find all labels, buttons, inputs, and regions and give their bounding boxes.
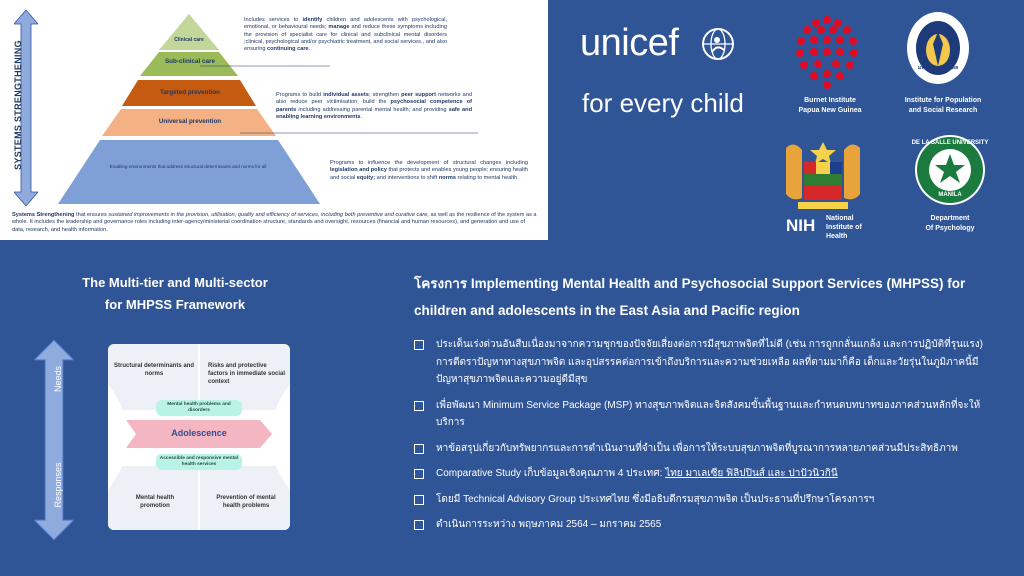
framework-title: The Multi-tier and Multi-sector for MHPSS Framework: [82, 275, 268, 312]
arrow-label-needs: Needs: [53, 366, 63, 393]
layer-label-universal: Universal prevention: [158, 118, 222, 125]
checkbox-icon: [414, 520, 424, 530]
bullet-item: โดยมี Technical Advisory Group ประเทศไทย ซึ่งมีอธิบดีกรมสุขภาพจิต เป็นประธานที่ปรึกษาโครงการฯ: [414, 491, 996, 509]
layer-label-enabling: Enabling environments that address structural determinants and norms for all: [109, 164, 267, 169]
layer-label-subclinical: Sub-clinical care: [164, 58, 216, 65]
pyramid-panel: [0, 0, 548, 240]
quad-label-promotion: Mental health promotion: [135, 495, 175, 509]
dept-psychology-caption: Department Of Psychology: [925, 215, 975, 232]
systems-strengthening-caption: Systems Strengthening that ensures sustained improvements in the provision, utilisation, quality and efficiency of services, including both preventive and curative care, as well as the resilience of the system as a whole. It includes the leadership and governance roles including inter-agency/ministerial coordination structure, standards and oversight, resources (financial and human resources), and generation and use of data, research, and health information.: [12, 212, 537, 233]
ipsr-caption: Institute for Population and Social Research: [904, 97, 982, 114]
desc-enabling: Programs to influence the development of structural changes including legislation and policy that protects and enables young people; ensuring health and social equity; and interventions to shift norms relating to mental health.: [330, 160, 528, 181]
checkbox-icon: [414, 340, 424, 350]
checkbox-icon: [414, 469, 424, 479]
quad-label-prevention: Prevention of mental health problems: [216, 495, 276, 509]
nih-abbreviation: NIH: [786, 216, 816, 235]
pyramid-layer-clinical: [159, 14, 219, 50]
desc-clinical: Includes services to identify children and adolescents with psychological, emotional, or behavioural needs; manage and reduce these symptoms including the provision of specialist care for clinical and subclinical mental disorders ;clinical, psychological and/or psychiatric treatment, and social services., and also ensuring continuing care.: [244, 17, 447, 53]
project-bullet-list: [414, 336, 996, 542]
dlsu-ring-text: DE LA SALLE UNIVERSITY: [911, 140, 989, 146]
checkbox-icon: [414, 444, 424, 454]
pill-mental-health-problems: Mental health problems and disorders: [156, 400, 242, 416]
layer-label-targeted: Targeted prevention: [159, 89, 221, 96]
arrow-label-responses: Responses: [53, 462, 63, 508]
unicef-tagline: for every child: [582, 88, 744, 118]
nih-name: National Institute of Health: [826, 215, 862, 240]
checkbox-icon: [414, 495, 424, 505]
pill-accessible-services: Accessible and responsive mental health services: [156, 454, 242, 470]
mahidol-thai-name: มหาวิทยาลัยมหิดล: [917, 65, 959, 71]
mahidol-seal-icon: [905, 10, 971, 86]
bullet-item-comparative: Comparative Study เก็บข้อมูลเชิงคุณภาพ 4 ประเทศ: ไทย มาเลเซีย ฟิลิปปินส์ และ ปาปัวนิวกินี: [414, 465, 996, 483]
bullet-item: ดำเนินการระหว่าง พฤษภาคม 2564 – มกราคม 2565: [414, 516, 996, 534]
unicef-logo: [580, 18, 740, 72]
unicef-globe-icon: [700, 26, 736, 62]
burnet-logo-icon: [792, 14, 862, 90]
bullet-item: ประเด็นเร่งด่วนอันสืบเนื่องมาจากความชุกของปัจจัยเสี่ยงต่อการมีสุขภาพจิตที่ไม่ดี (เช่น การถูกกลั่นแกล้ง และการปฏิบัติที่รุนแรง) การตีตราปัญหาทางสุขภาพจิต และอุปสรรคต่อการเข้าถึงบริการและความช่วยเหลือ ผลที่ตามมาก็คือ เด็กและวัยรุ่นในภูมิภาคนี้มีปัญหาสุขภาพจิตและความอยู่ดีมีสุข: [414, 336, 996, 389]
quad-label-structural: Structural determinants and norms: [114, 363, 195, 377]
framework-diagram: [108, 344, 290, 530]
adolescence-label: Adolescence: [171, 428, 227, 438]
project-title: โครงการ Implementing Mental Health and Psychosocial Support Services (MHPSS) for children and adolescents in the East Asia and Pacific region: [414, 276, 966, 318]
malaysia-crest-icon: [778, 140, 868, 212]
checkbox-icon: [414, 401, 424, 411]
bullet-item: เพื่อพัฒนา Minimum Service Package (MSP) ทางสุขภาพจิตและจิตสังคมขั้นพื้นฐานและกำหนดบทบาทของภาคส่วนหลักที่จะให้บริการ: [414, 397, 996, 432]
dlsu-city-text: MANILA: [938, 192, 962, 198]
unicef-wordmark: unicef: [580, 22, 679, 64]
systems-strengthening-label: SYSTEMS STRENGTHENING: [13, 40, 23, 170]
bullet-item: หาข้อสรุปเกี่ยวกับทรัพยากรและการดำเนินงานที่จำเป็น เพื่อการให้ระบบสุขภาพจิตที่บูรณาการหลายภาคส่วนมีประสิทธิภาพ: [414, 440, 996, 458]
burnet-caption: Burnet Institute Papua New Guinea: [798, 97, 862, 114]
quad-label-risks: Risks and protective factors in immediate social context: [208, 363, 286, 385]
desc-prevention: Programs to build individual assets; strengthen peer support networks and also reduce peer victimisation; build the psychosocial competence of parents including addressing parental mental health; and providing safe and enabling learning environments.: [276, 92, 472, 120]
comparative-countries: ไทย มาเลเซีย ฟิลิปปินส์ และ ปาปัวนิวกินี: [665, 468, 838, 479]
layer-label-clinical: Clinical care: [174, 37, 204, 43]
